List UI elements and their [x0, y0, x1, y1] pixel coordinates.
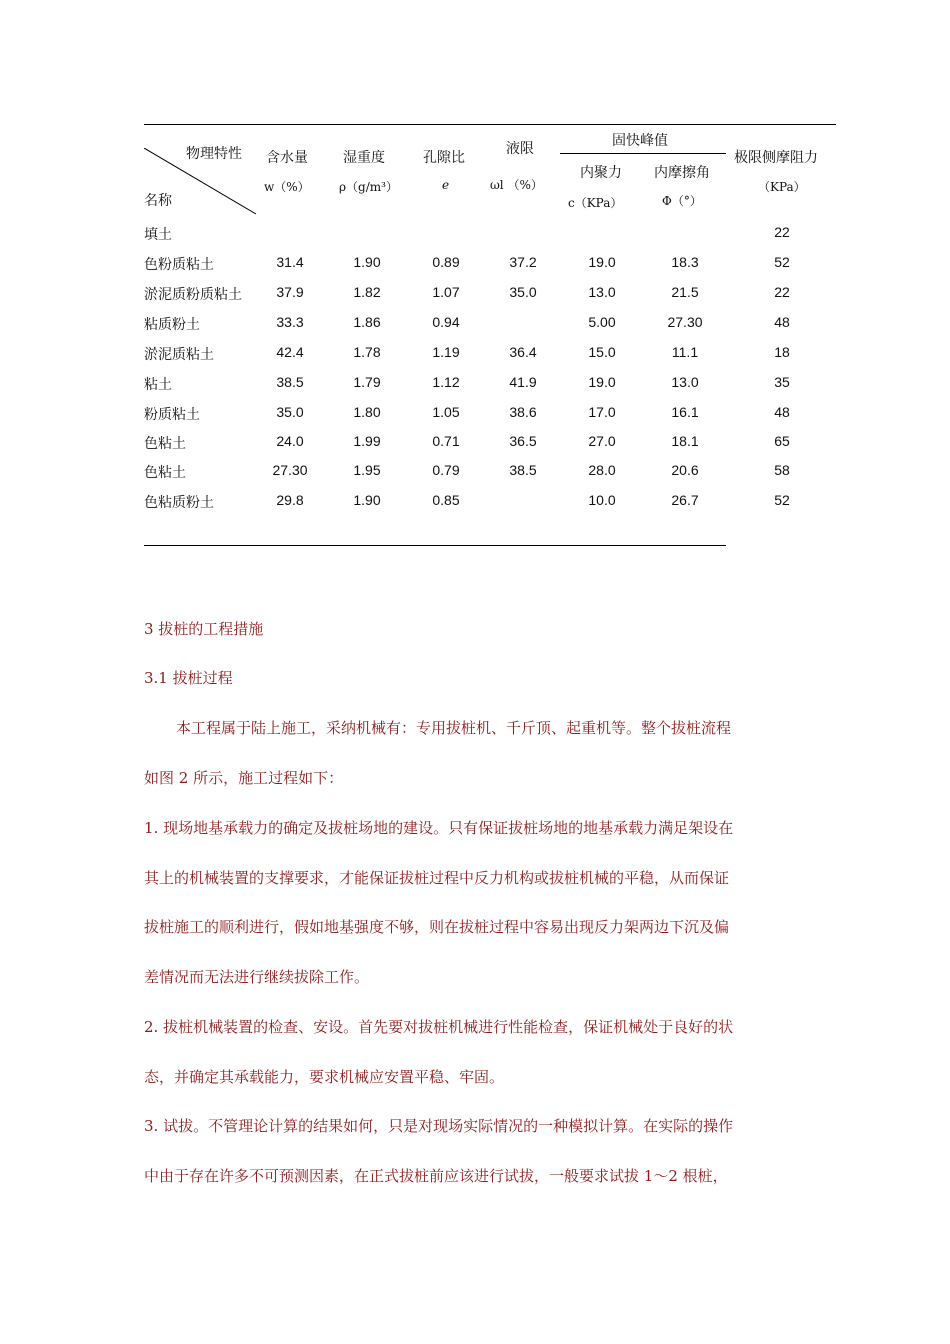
row-c: 28.0 — [588, 462, 616, 478]
row-f: 35 — [774, 374, 790, 390]
table-row — [0, 462, 950, 486]
row-phi: 18.1 — [671, 433, 699, 449]
row-wl: 38.5 — [509, 462, 537, 478]
row-name: 粉质粘土 — [144, 407, 200, 423]
row-rho: 1.90 — [353, 492, 381, 508]
row-e: 0.89 — [432, 254, 460, 270]
row-e: 0.94 — [432, 314, 460, 330]
header-friction-sym: Φ（°） — [662, 194, 702, 208]
paragraph-2-line-1: 1. 现场地基承载力的确定及拔桩场地的建设。只有保证拔桩场地的地基承载力满足架设在 — [144, 819, 734, 837]
header-void: 孔隙比 — [423, 150, 465, 166]
header-liquid: 液限 — [506, 141, 534, 157]
table-row — [0, 433, 950, 457]
row-w: 42.4 — [276, 344, 304, 360]
row-phi: 16.1 — [671, 404, 699, 420]
paragraph-2-line-3: 拔桩施工的顺利进行，假如地基强度不够，则在拔桩过程中容易出现反力架两边下沉及偏 — [144, 918, 730, 936]
row-name: 色粉质粘土 — [144, 257, 214, 273]
table-row — [0, 492, 950, 516]
row-f: 65 — [774, 433, 790, 449]
row-wl: 38.6 — [509, 404, 537, 420]
row-wl: 36.5 — [509, 433, 537, 449]
row-f: 18 — [774, 344, 790, 360]
row-phi: 20.6 — [671, 462, 699, 478]
table-row — [0, 224, 950, 248]
row-c: 27.0 — [588, 433, 616, 449]
row-c: 10.0 — [588, 492, 616, 508]
row-wl: 36.4 — [509, 344, 537, 360]
section-heading: 3 拔桩的工程措施 — [144, 620, 264, 638]
row-rho: 1.99 — [353, 433, 381, 449]
row-rho: 1.95 — [353, 462, 381, 478]
row-w: 35.0 — [276, 404, 304, 420]
row-e: 0.85 — [432, 492, 460, 508]
row-rho: 1.78 — [353, 344, 381, 360]
paragraph-2-line-4: 差情况而无法进行继续拔除工作。 — [144, 968, 370, 986]
header-density-sym: ρ（g/m³） — [339, 180, 398, 194]
paragraph-2-line-2: 其上的机械装置的支撑要求，才能保证拔桩过程中反力机构或拔桩机械的平稳，从而保证 — [144, 869, 730, 887]
header-limit: 极限侧摩阻力 — [734, 150, 818, 166]
subsection-heading: 3.1 拔桩过程 — [144, 669, 233, 687]
row-rho: 1.80 — [353, 404, 381, 420]
header-limit-sym: （KPa） — [758, 180, 806, 194]
table-bottom-rule — [144, 545, 726, 546]
row-name: 色粘质粉土 — [144, 495, 214, 511]
row-f: 52 — [774, 492, 790, 508]
header-peak-rule — [560, 153, 726, 154]
header-corner-bottom: 名称 — [144, 193, 172, 209]
row-c: 19.0 — [588, 254, 616, 270]
header-water: 含水量 — [266, 150, 308, 166]
row-name: 粘土 — [144, 377, 172, 393]
row-e: 1.12 — [432, 374, 460, 390]
row-f: 22 — [774, 224, 790, 240]
header-cohesion: 内聚力 — [580, 165, 622, 181]
row-rho: 1.79 — [353, 374, 381, 390]
row-c: 15.0 — [588, 344, 616, 360]
row-w: 24.0 — [276, 433, 304, 449]
header-corner-top: 物理特性 — [186, 146, 242, 162]
row-f: 48 — [774, 404, 790, 420]
row-w: 27.30 — [272, 462, 308, 478]
row-c: 13.0 — [588, 284, 616, 300]
row-c: 5.00 — [588, 314, 616, 330]
row-phi: 26.7 — [671, 492, 699, 508]
table-row — [0, 404, 950, 428]
row-name: 色粘土 — [144, 436, 186, 452]
row-wl: 41.9 — [509, 374, 537, 390]
row-w: 31.4 — [276, 254, 304, 270]
paragraph-1-line-1: 本工程属于陆上施工，采纳机械有：专用拔桩机、千斤顶、起重机等。整个拔桩流程 — [176, 719, 732, 737]
row-phi: 18.3 — [671, 254, 699, 270]
row-name: 填土 — [144, 227, 172, 243]
paragraph-3-line-1: 2. 拔桩机械装置的检查、安设。首先要对拔桩机械进行性能检查，保证机械处于良好的状 — [144, 1018, 734, 1036]
row-name: 粘质粉土 — [144, 317, 200, 333]
row-phi: 11.1 — [671, 344, 699, 360]
table-row — [0, 374, 950, 398]
header-density: 湿重度 — [343, 150, 385, 166]
row-c: 17.0 — [588, 404, 616, 420]
row-name: 色粘土 — [144, 465, 186, 481]
paragraph-4-line-2: 中由于存在许多不可预测因素，在正式拔桩前应该进行试拔，一般要求试拔 1～2 根桩， — [144, 1167, 728, 1185]
row-name: 淤泥质粉质粘土 — [144, 287, 242, 303]
paragraph-1-line-2: 如图 2 所示，施工过程如下： — [144, 769, 344, 787]
header-void-sym: e — [442, 178, 450, 192]
table-row — [0, 314, 950, 338]
table-row — [0, 344, 950, 368]
table-row — [0, 254, 950, 278]
row-wl: 35.0 — [509, 284, 537, 300]
header-friction: 内摩擦角 — [654, 165, 710, 181]
row-e: 0.71 — [432, 433, 460, 449]
row-c: 19.0 — [588, 374, 616, 390]
table-top-rule — [144, 124, 836, 125]
row-f: 58 — [774, 462, 790, 478]
row-f: 22 — [774, 284, 790, 300]
header-cohesion-sym: c（KPa） — [568, 196, 623, 210]
row-w: 38.5 — [276, 374, 304, 390]
header-water-sym: w（%） — [264, 180, 310, 194]
row-phi: 13.0 — [671, 374, 699, 390]
row-rho: 1.82 — [353, 284, 381, 300]
header-liquid-sym: ωl （%） — [490, 178, 543, 192]
row-e: 1.07 — [432, 284, 460, 300]
row-e: 0.79 — [432, 462, 460, 478]
row-f: 52 — [774, 254, 790, 270]
row-phi: 21.5 — [671, 284, 699, 300]
row-w: 33.3 — [276, 314, 304, 330]
row-w: 37.9 — [276, 284, 304, 300]
table-row — [0, 284, 950, 308]
paragraph-3-line-2: 态，并确定其承载能力，要求机械应安置平稳、牢固。 — [144, 1068, 505, 1086]
row-e: 1.05 — [432, 404, 460, 420]
row-w: 29.8 — [276, 492, 304, 508]
row-rho: 1.90 — [353, 254, 381, 270]
row-phi: 27.30 — [667, 314, 703, 330]
header-peak: 固快峰值 — [612, 133, 668, 149]
row-name: 淤泥质粘土 — [144, 347, 214, 363]
row-f: 48 — [774, 314, 790, 330]
row-rho: 1.86 — [353, 314, 381, 330]
row-wl: 37.2 — [509, 254, 537, 270]
row-e: 1.19 — [432, 344, 460, 360]
paragraph-4-line-1: 3. 试拔。不管理论计算的结果如何，只是对现场实际情况的一种模拟计算。在实际的操作 — [144, 1117, 734, 1135]
